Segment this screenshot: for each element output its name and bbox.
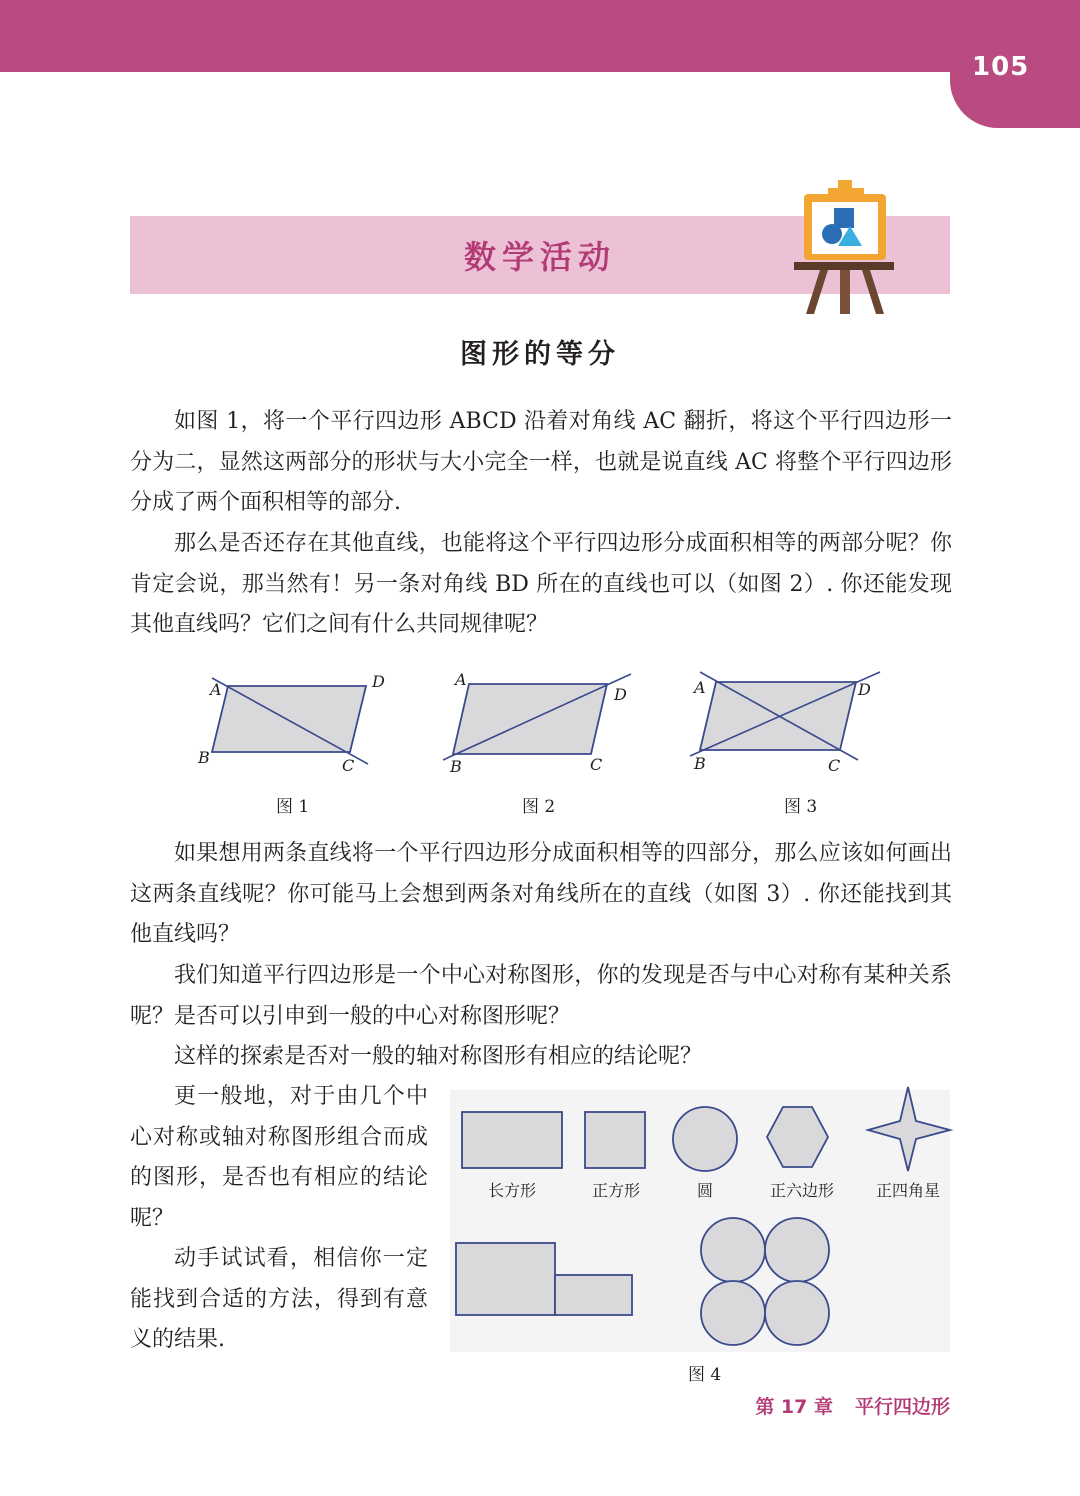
banner-title: 数学活动 <box>463 238 616 276</box>
figure-4-shapes <box>450 1085 950 1355</box>
paragraph-4: 我们知道平行四边形是一个中心对称图形，你的发现是否与中心对称有某种关系呢？是否可以引申到一般的中心对称图形呢？ <box>130 963 952 1029</box>
figure-4-caption: 图 4 <box>688 1365 722 1385</box>
figure-2-caption: 图 2 <box>522 797 556 817</box>
figure-1-caption: 图 1 <box>276 797 310 817</box>
fig2-label-d: D <box>614 685 627 704</box>
fig3-label-c: C <box>828 756 841 775</box>
shape-label-rectangle: 长方形 <box>487 1181 536 1200</box>
fig1-label-c: C <box>342 756 355 775</box>
fig3-label-a: A <box>694 678 706 697</box>
shape-label-hexagon: 正六边形 <box>769 1181 834 1200</box>
chapter-number: 第 17 章 <box>755 1396 833 1418</box>
page-number: 105 <box>972 52 1030 82</box>
fig1-label-b: B <box>198 748 210 767</box>
figure-3-caption: 图 3 <box>784 797 818 817</box>
paragraph-7: 动手试试看，相信你一定能找到合适的方法，得到有意义的结果. <box>130 1246 428 1352</box>
chapter-footer <box>700 1392 950 1419</box>
fig3-label-d: D <box>858 680 871 699</box>
fig1-label-d: D <box>372 672 385 691</box>
paragraph-6: 更一般地，对于由几个中心对称或轴对称图形组合而成的图形，是否也有相应的结论呢？ <box>130 1084 428 1231</box>
paragraph-1: 如图 1，将一个平行四边形 ABCD 沿着对角线 AC 翻折，将这个平行四边形一分为二，显然这两部分的形状与大小完全一样，也就是说直线 AC 将整个平行四边形分成了两个面积相等的部分. <box>130 409 952 515</box>
paragraph-2: 那么是否还存在其他直线，也能将这个平行四边形分成面积相等的两部分呢？你肯定会说，那当然有！另一条对角线 BD 所在的直线也可以（如图 2）. 你还能发现其他直线吗？它们之间有什么共同规律呢？ <box>130 531 952 637</box>
paragraph-5: 这样的探索是否对一般的轴对称图形有相应的结论呢？ <box>174 1044 703 1069</box>
fig3-label-b: B <box>694 754 706 773</box>
shape-label-star: 正四角星 <box>875 1181 940 1200</box>
figure-1-parallelogram <box>190 660 390 780</box>
fig1-label-a: A <box>210 680 222 699</box>
easel-icon <box>792 178 902 318</box>
fig2-label-a: A <box>455 670 467 689</box>
section-title: 图形的等分 <box>460 339 620 370</box>
paragraph-3: 如果想用两条直线将一个平行四边形分成面积相等的四部分，那么应该如何画出这两条直线呢？你可能马上会想到两条对角线所在的直线（如图 3）. 你还能找到其他直线吗？ <box>130 841 952 947</box>
chapter-title: 平行四边形 <box>854 1396 950 1418</box>
fig2-label-c: C <box>590 755 603 774</box>
figure-3-parallelogram <box>680 660 890 780</box>
shape-label-circle: 圆 <box>696 1181 713 1200</box>
fig2-label-b: B <box>450 757 462 776</box>
header-bar <box>0 0 1080 72</box>
shape-label-square: 正方形 <box>591 1181 640 1200</box>
